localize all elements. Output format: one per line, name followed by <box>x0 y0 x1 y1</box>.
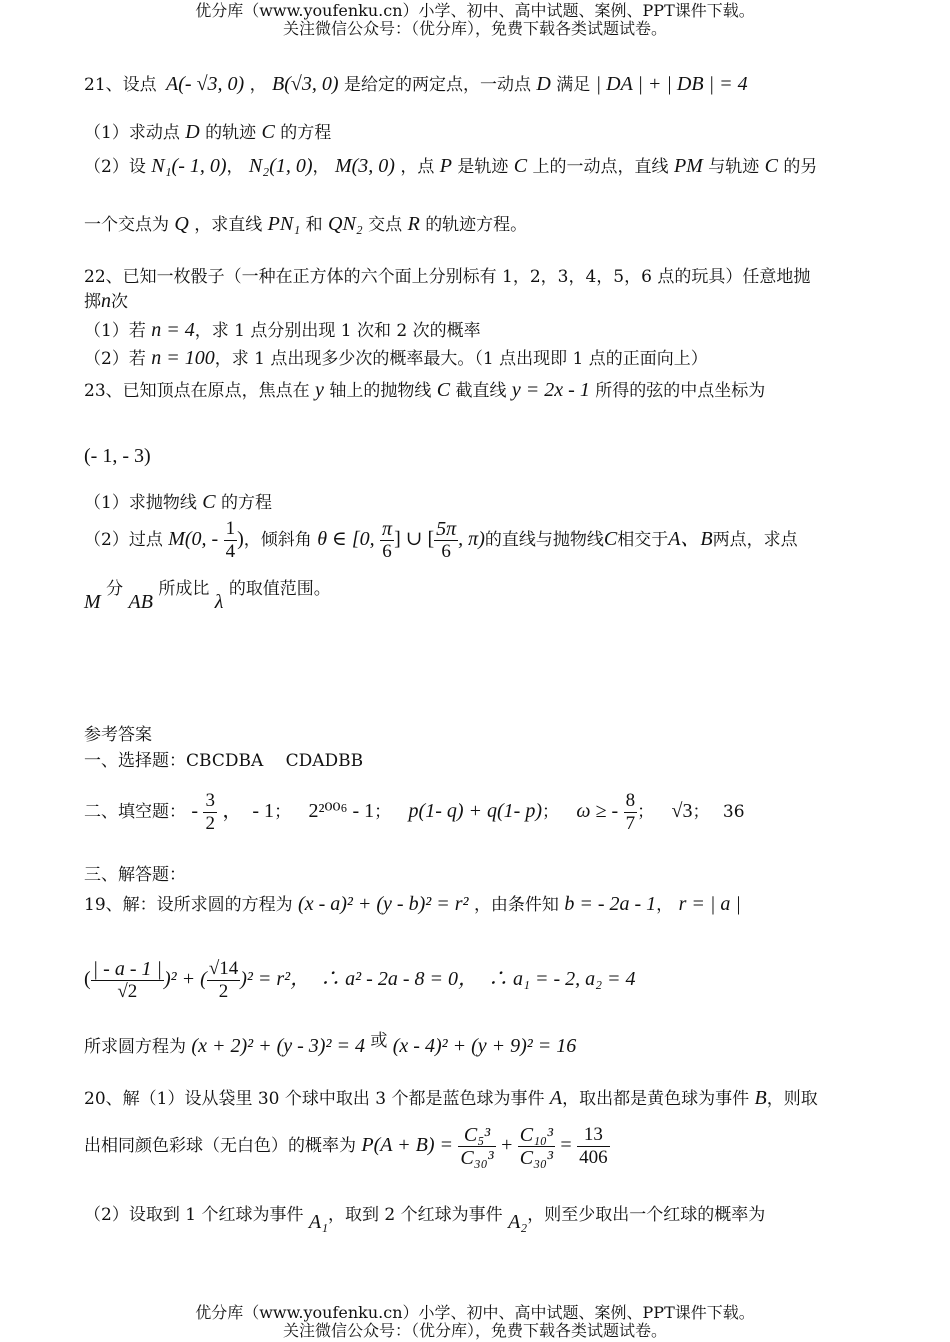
math-radius: r = | a | <box>678 893 741 915</box>
math-lambda: λ <box>214 591 224 613</box>
text: 的方程 <box>280 123 332 143</box>
q21-line1 <box>84 70 748 96</box>
math-y: y <box>315 379 324 401</box>
text: ， <box>249 75 267 95</box>
page-footer-line2: 关注微信公众号：（优分库），免费下载各类试题试卷。 <box>282 1321 667 1340</box>
q21-part1 <box>84 118 331 144</box>
text: 的轨迹方程。 <box>425 215 528 235</box>
math-condition: b = - 2a - 1 <box>564 893 657 915</box>
text: ，则取 <box>766 1089 818 1109</box>
math-d: D <box>536 73 551 95</box>
denominator: C₃₀³ <box>460 1147 494 1169</box>
math-angle-set: θ ∈ [0, <box>317 528 375 550</box>
text: ，则至少取出一个红球的概率为 <box>527 1205 766 1225</box>
math-equals: = <box>560 1134 572 1156</box>
text: ，由条件知 <box>473 895 559 915</box>
text: ，点 <box>400 157 435 177</box>
text: 掷 <box>84 292 101 312</box>
math-paren: ) <box>237 528 244 550</box>
answer-20-line2 <box>84 1124 610 1169</box>
answers-section3: 三、解答题： <box>84 865 186 885</box>
math-event-a1: A₁ <box>308 1211 329 1233</box>
numerator: 1 <box>225 518 236 539</box>
math-operator: )² + ( <box>164 968 207 990</box>
numerator: C₅³ <box>458 1124 495 1147</box>
text: 20、解（1）设从袋里 30 个球中取出 3 个都是蓝色球为事件 <box>84 1089 545 1109</box>
text: ，倾斜角 <box>243 530 312 550</box>
text: 出相同颜色彩球（无白色）的概率为 <box>84 1136 356 1156</box>
math-pm: PM <box>673 155 703 177</box>
math-c: C <box>261 121 275 143</box>
text: 23、已知顶点在原点，焦点在 <box>84 381 310 401</box>
math-circle-2: (x - 4)² + (y + 9)² = 16 <box>392 1035 577 1057</box>
math-n-eq: n = 100 <box>151 347 215 369</box>
text: 与轨迹 <box>708 157 760 177</box>
math-d: D <box>185 121 200 143</box>
math-event-a: A <box>549 1087 563 1109</box>
q23-line3 <box>84 578 331 613</box>
math-answer: √3 <box>671 800 693 822</box>
text: （1）求动点 <box>84 123 180 143</box>
math-n: n <box>101 290 111 312</box>
text: （1）求抛物线 <box>84 493 197 513</box>
q23-line1 <box>84 376 765 402</box>
page-header-line2: 关注微信公众号：（优分库），免费下载各类试题试卷。 <box>282 19 667 38</box>
text: （1）若 <box>84 321 146 341</box>
answers-title: 参考答案 <box>84 725 152 745</box>
fraction-5pi-6 <box>434 518 458 563</box>
numerator: 13 <box>577 1124 610 1147</box>
page-footer-line1: 优分库（www.youfenku.cn）小学、初中、高中试题、案例、PPT课件下载。 <box>195 1303 755 1322</box>
separator: ； <box>374 802 392 822</box>
math-condition: | DA | + | DB | = 4 <box>595 73 748 95</box>
text: 和 <box>305 215 323 235</box>
denominator: 7 <box>625 813 636 834</box>
text: 是给定的两定点，一动点 <box>343 75 531 95</box>
text: 36 <box>722 802 745 822</box>
q21-line3 <box>84 210 527 236</box>
math-r: R <box>407 213 420 235</box>
numerator: 8 <box>625 790 636 811</box>
q23-part2 <box>84 518 798 563</box>
answer-19-line2: ( $\frac{| - a - 1 |}{√2}$ )² + ( $\frac{√14}{2}$ )² = r²， ∴ a² - 2a - 8 = 0， ∴ a₁ = - 2, a₂ = 4 <box>84 958 636 1002</box>
text: 的另 <box>783 157 818 177</box>
math-sign: - <box>191 800 199 822</box>
fraction-pi-6 <box>380 518 394 563</box>
math-ab: A、B <box>668 528 713 550</box>
math-union: ] ∪ [ <box>394 528 435 550</box>
separator: ； <box>274 802 292 822</box>
fraction-c5 <box>458 1124 495 1169</box>
math-m: M <box>84 591 101 613</box>
math-m: M(3, 0) <box>334 155 395 177</box>
q21-part2: （2）设 N₁(- 1, 0)， N₂(1, 0)， M(3, 0) ，点 P 是轨迹 C 上的一动点，直线 PM 与轨迹 C 的另 <box>84 155 818 177</box>
q22-part1 <box>84 316 481 342</box>
denominator: C₃₀³ <box>519 1147 554 1169</box>
text: 是轨迹 <box>457 157 509 177</box>
math-point-b: B(√3, 0) <box>272 73 339 95</box>
math-midpoint: (- 1, - 3) <box>84 445 151 467</box>
text: （2）设取到 1 个红球为事件 <box>84 1205 304 1225</box>
text: 所求圆方程为 <box>84 1037 186 1057</box>
page-header-line1: 优分库（www.youfenku.cn）小学、初中、高中试题、案例、PPT课件下载。 <box>195 1 755 20</box>
numerator: | - a - 1 | <box>92 958 162 980</box>
math-circle-eq: (x - a)² + (y - b)² = r² <box>298 893 469 915</box>
text: （2）若 <box>84 349 146 369</box>
math-c: C <box>603 528 618 550</box>
math-result: )² = r² <box>240 968 291 990</box>
text: 19、解：设所求圆的方程为 <box>84 895 293 915</box>
math-p: P <box>439 155 452 177</box>
q22-line1: 22、已知一枚骰子（一种在正方体的六个面上分别标有 1，2，3，4，5，6 点的玩具）任意地抛 <box>84 267 811 287</box>
answers-choice: 一、选择题：CBCDBA CDADBB <box>84 751 364 771</box>
text: 二、填空题： <box>84 802 186 822</box>
text: 分 <box>106 579 124 599</box>
math-circle-1: (x + 2)² + (y - 3)² = 4 <box>191 1035 365 1057</box>
fraction-three-halves <box>203 790 217 835</box>
math-q: Q <box>174 213 189 235</box>
text: ，取到 2 个红球为事件 <box>328 1205 503 1225</box>
text: 或 <box>370 1031 388 1051</box>
separator: ； <box>692 802 710 822</box>
text: 次 <box>111 292 128 312</box>
text: 满足 <box>556 75 591 95</box>
fraction-distance <box>91 958 164 1003</box>
text: ，求直线 <box>194 215 263 235</box>
math-roots: ， ∴ a₁ = - 2, a₂ = 4 <box>458 968 636 990</box>
text: 21、设点 <box>84 75 157 95</box>
q23-line2 <box>84 445 151 468</box>
math-c: C <box>202 491 216 513</box>
q22-line2 <box>84 287 128 313</box>
math-n2: N₂(1, 0) <box>248 155 313 177</box>
text: 相交于 <box>617 530 669 550</box>
math-c: C <box>764 155 778 177</box>
fraction-result <box>577 1124 610 1169</box>
text: ， <box>656 895 674 915</box>
numerator: π <box>382 518 393 540</box>
text: 交点 <box>368 215 403 235</box>
math-event-a2: A₂ <box>508 1211 528 1233</box>
text: 的直线与抛物线 <box>484 530 604 550</box>
fraction-one-quarter <box>224 518 238 563</box>
text: 所得的弦的中点坐标为 <box>595 381 766 401</box>
text: 的轨迹 <box>205 123 257 143</box>
math-n1: N₁(- 1, 0) <box>151 155 227 177</box>
math-point-m: M(0, - <box>168 528 219 550</box>
numerator: √14 <box>208 958 239 979</box>
q23-part1 <box>84 488 272 514</box>
denominator: 6 <box>441 541 451 562</box>
fraction-eight-sevenths <box>624 790 638 835</box>
denominator: 6 <box>382 541 392 562</box>
math-c: C <box>436 379 451 401</box>
math-answer: p(1- q) + q(1- p) <box>408 800 543 822</box>
numerator: 3 <box>205 790 215 811</box>
math-line-eq: y = 2x - 1 <box>511 379 590 401</box>
separator: ； <box>542 802 560 822</box>
answer-20-line1 <box>84 1084 818 1110</box>
math-answer: ， - 1 <box>222 800 275 822</box>
text: ，求 1 点分别出现 1 次和 2 次的概率 <box>194 321 481 341</box>
text: （2）过点 <box>84 530 163 550</box>
denominator: 406 <box>579 1147 608 1168</box>
text: ，取出都是黄色球为事件 <box>562 1089 750 1109</box>
text: 截直线 <box>455 381 507 401</box>
math-ab: AB <box>128 591 153 613</box>
math-answer: 2²⁰⁰⁶ - 1 <box>308 800 375 822</box>
text: 两点，求点 <box>712 530 798 550</box>
fraction-sqrt14 <box>207 958 240 1003</box>
text: 的方程 <box>220 493 272 513</box>
answer-19-line1 <box>84 890 741 916</box>
text: （2）设 <box>84 157 146 177</box>
denominator: 2 <box>218 981 229 1002</box>
text: ，求 1 点出现多少次的概率最大。（1 点出现即 1 点的正面向上） <box>214 349 708 369</box>
math-plus: + <box>501 1134 513 1156</box>
math-probability: P(A + B) = <box>361 1134 454 1156</box>
math-c: C <box>513 155 528 177</box>
math-pn1: PN₁ <box>267 213 301 235</box>
text: 上的一动点，直线 <box>532 157 669 177</box>
math-event-b: B <box>754 1087 767 1109</box>
answer-20-part2 <box>84 1200 766 1233</box>
separator: ； <box>637 802 655 822</box>
math-quadratic: ， ∴ a² - 2a - 8 = 0 <box>290 968 458 990</box>
answer-19-line3 <box>84 1032 576 1058</box>
denominator: √2 <box>117 981 138 1002</box>
denominator: 2 <box>205 813 215 834</box>
answers-fill <box>84 790 745 835</box>
numerator: 5π <box>436 518 457 540</box>
text: 一个交点为 <box>84 215 169 235</box>
text: 轴上的抛物线 <box>329 381 432 401</box>
math-answer: ω ≥ - <box>576 800 619 822</box>
math-n-eq: n = 4 <box>151 319 195 341</box>
math-interval-end: , π) <box>458 528 485 550</box>
fraction-c10 <box>518 1124 555 1169</box>
text: 所成比 <box>158 579 210 599</box>
denominator: 4 <box>225 541 236 562</box>
math-qn2: QN₂ <box>328 213 363 235</box>
math-point-a: A(- √3, 0) <box>166 73 245 95</box>
text: 的取值范围。 <box>228 579 331 599</box>
q22-part2 <box>84 344 708 370</box>
numerator: C₁₀³ <box>519 1124 554 1146</box>
